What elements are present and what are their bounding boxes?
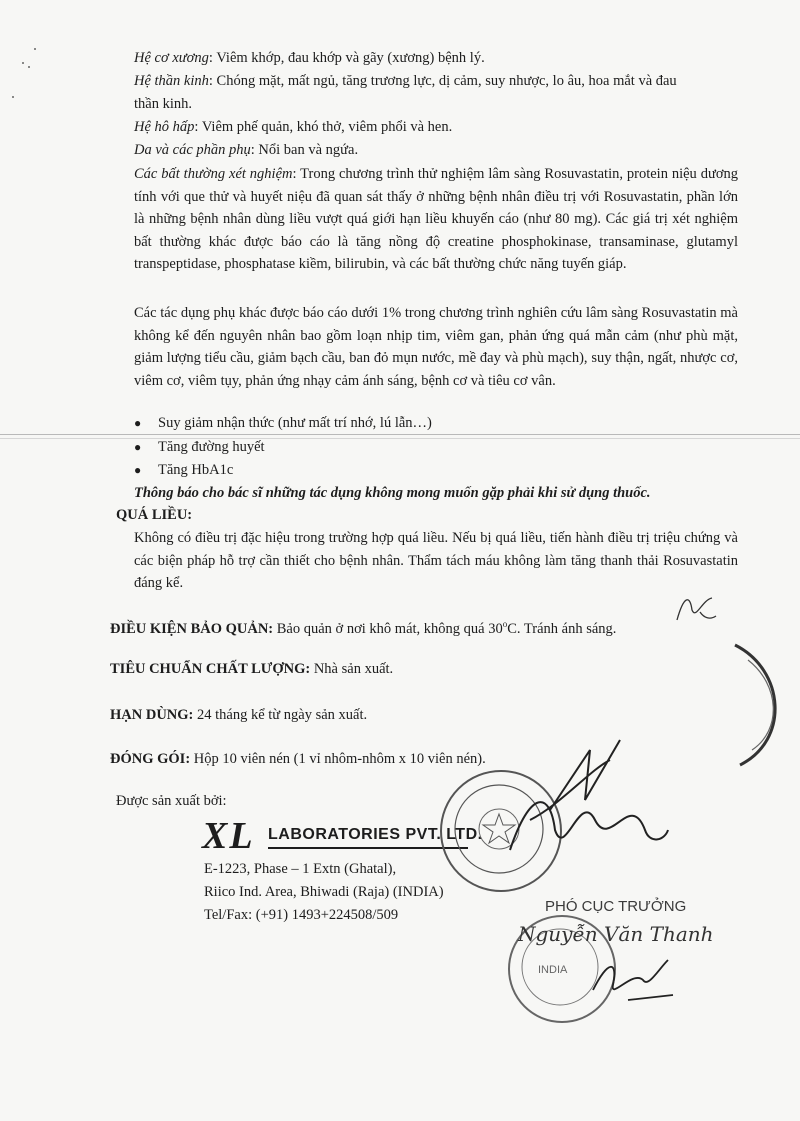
scan-speck: [28, 66, 30, 68]
lab-abnormal-paragraph: [134, 163, 738, 276]
scan-speck: [22, 62, 24, 64]
bullet-dot-icon: ●: [134, 463, 142, 477]
bullet-dot-icon: ●: [134, 416, 142, 430]
expiry-line: [110, 705, 367, 725]
edge-partial-stamp-icon: [730, 640, 800, 770]
signature-top-icon: [672, 590, 722, 630]
signature-bottom-icon: [588, 950, 678, 1010]
nervous-line: [134, 71, 677, 91]
scan-fold-line: [0, 438, 800, 439]
storage-label: ĐIỀU KIỆN BẢO QUẢN:: [110, 620, 274, 637]
scan-fold-line: [0, 434, 800, 435]
quality-label: TIÊU CHUẨN CHẤT LƯỢNG:: [110, 661, 311, 677]
nervous-line-2: [134, 94, 192, 114]
skin-line: [134, 140, 358, 160]
bullet-text: Tăng HbA1c: [158, 462, 234, 478]
quality-line: [110, 659, 393, 679]
scan-speck: [12, 96, 14, 98]
overdose-heading: QUÁ LIỀU:: [116, 507, 193, 523]
address-line-2: Riico Ind. Area, Bhiwadi (Raja) (INDIA): [204, 884, 444, 900]
manufacturer-logo: [202, 815, 483, 857]
respiratory-line: [134, 117, 452, 137]
musculoskeletal-label: Hệ cơ xương: [134, 50, 209, 66]
degree-sup: o: [502, 619, 508, 629]
musculoskeletal-line: [134, 48, 485, 68]
bullet-text: Suy giảm nhận thức (như mất trí nhớ, lú lẫn…): [158, 415, 432, 431]
musculoskeletal-text: : Viêm khớp, đau khớp và gãy (xương) bệnh lý.: [208, 50, 485, 66]
expiry-text: 24 tháng kể từ ngày sản xuất.: [193, 707, 368, 723]
packaging-line: [110, 749, 486, 769]
nervous-label: Hệ thần kinh: [134, 73, 209, 89]
respiratory-label: Hệ hô hấp: [134, 119, 195, 135]
scan-speck: [34, 48, 36, 50]
respiratory-text: : Viêm phế quản, khó thở, viêm phổi và hen.: [194, 119, 453, 135]
logo-mark: XL: [202, 815, 255, 857]
other-effects-paragraph: [134, 302, 738, 392]
skin-text: : Nổi ban và ngứa.: [250, 142, 359, 158]
phone-line: Tel/Fax: (+91) 1493+224508/509: [204, 907, 399, 923]
bullet-text: Tăng đường huyết: [158, 439, 265, 455]
storage-line: [110, 614, 616, 639]
storage-text-after: C. Tránh ánh sáng.: [507, 620, 617, 637]
approval-title: PHÓ CỤC TRƯỞNG: [545, 898, 687, 915]
nervous-text-1: : Chóng mặt, mất ngủ, tăng trương lực, dị cảm, suy nhược, lo âu, hoa mắt và đau: [208, 73, 677, 89]
packaging-text: Hộp 10 viên nén (1 vỉ nhôm-nhôm x 10 viên nén).: [190, 751, 486, 767]
approval-name: Nguyễn Văn Thanh: [518, 922, 714, 946]
packaging-label: ĐÓNG GÓI:: [110, 751, 191, 767]
notice-line: Thông báo cho bác sĩ những tác dụng không mong muốn gặp phải khi sử dụng thuốc.: [134, 485, 651, 501]
quality-text: Nhà sản xuất.: [310, 661, 394, 677]
svg-text:INDIA: INDIA: [538, 964, 568, 976]
nervous-text-2: thần kinh.: [134, 96, 192, 112]
storage-text: Bảo quản ở nơi khô mát, không quá 30: [273, 620, 503, 637]
lab-label: Các bất thường xét nghiệm: [134, 166, 293, 182]
skin-label: Da và các phần phụ: [134, 142, 251, 158]
manufacturer-name: LABORATORIES PVT. LTD.: [268, 826, 483, 843]
logo-underline: [268, 847, 468, 849]
expiry-label: HẠN DÙNG:: [110, 707, 194, 723]
address-line-1: E-1223, Phase – 1 Extn (Ghatal),: [204, 861, 397, 877]
manufacturer-intro: Được sản xuất bởi:: [116, 793, 227, 809]
overdose-paragraph: Không có điều trị đặc hiệu trong trường hợp quá liều. Nếu bị quá liều, tiến hành điều trị triệu chứng và các biện pháp hỗ trợ cần thiết cho bệnh nhân. Thẩm tách máu không làm tăng thanh thải Rosuvastatin đáng kể.: [134, 530, 738, 591]
signature-main-icon: [470, 730, 670, 880]
other-effects-text: Các tác dụng phụ khác được báo cáo dưới 1% trong chương trình nghiên cứu lâm sàng Rosuvastatin mà không kể đến nguyên nhân bao gồm loạn nhịp tim, viêm gan, phản ứng quá mẫn cảm (như phù mặt, giảm lượng tiểu cầu, giảm bạch cầu, ban đỏ mụn nước, mề đay và phù mạch), suy thận, ngất, nhược cơ, viêm cơ, viêm tụy, phản ứng nhạy cảm ánh sáng, bệnh cơ và tiêu cơ vân.: [134, 305, 738, 389]
lab-text: : Trong chương trình thử nghiệm lâm sàng Rosuvastatin, protein niệu dương tính với que thử và huyết niệu đã quan sát thấy ở những bệnh nhân điều trị với Rosuvastatin, phần lớn là những bệnh nhân dùng liều vượt quá giới hạn liều khuyến cáo (như 80 mg). Các giá trị xét nghiệm bất thường khác được báo cáo là tăng nồng độ creatine phosphokinase, transaminase, glutamyl transpeptidase, phosphatase kiềm, bilirubin, và các bất thường chức năng tuyến giáp.: [134, 166, 738, 272]
bullet-dot-icon: ●: [134, 440, 142, 454]
